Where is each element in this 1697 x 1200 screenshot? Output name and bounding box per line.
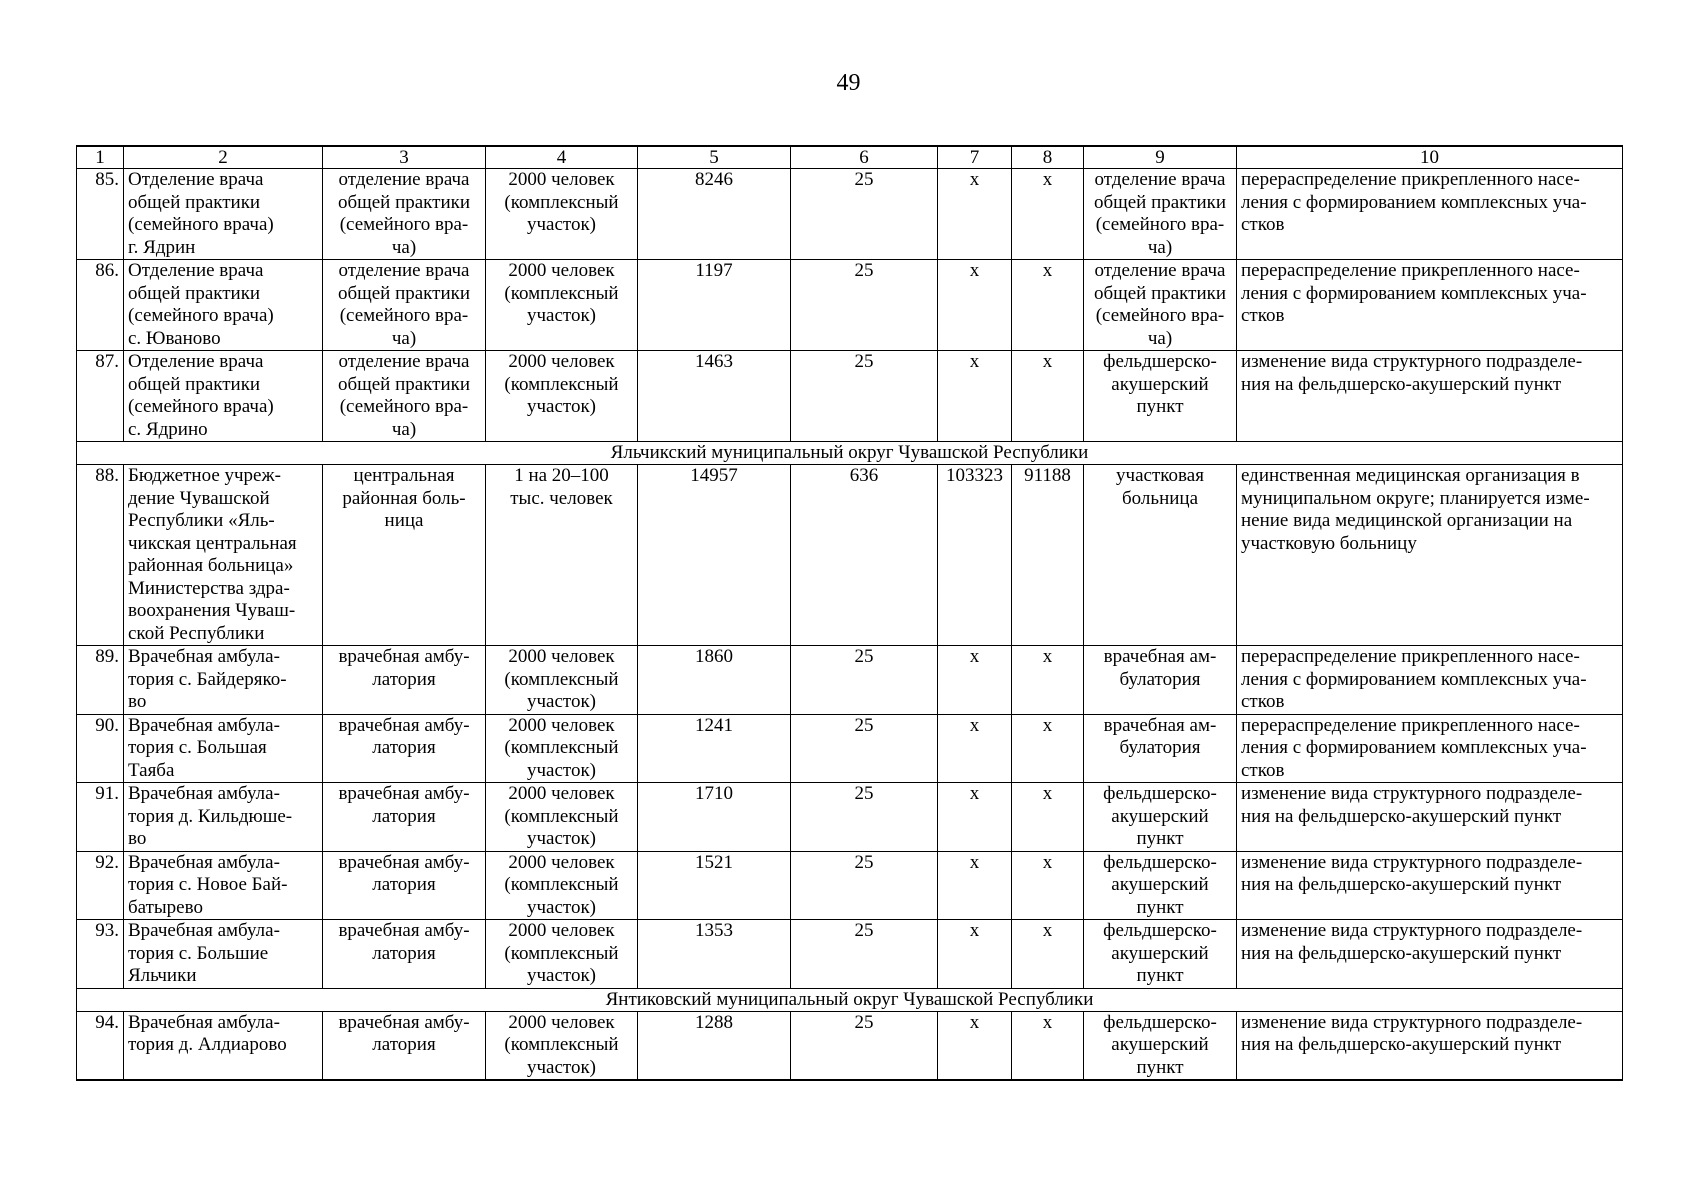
column-header-9: 9 xyxy=(1084,146,1237,169)
column-8-value: х xyxy=(1012,169,1084,260)
facilities-table xyxy=(76,145,1623,1081)
row-number: 94. xyxy=(77,1011,124,1080)
column-5-value: 14957 xyxy=(638,465,791,646)
column-8-value: х xyxy=(1012,646,1084,715)
column-6-value: 25 xyxy=(791,169,938,260)
column-6-value: 25 xyxy=(791,351,938,442)
column-6-value: 25 xyxy=(791,783,938,852)
facility-type: центральная районная боль- ница xyxy=(323,465,486,646)
population-norm: 1 на 20–100 тыс. человек xyxy=(486,465,638,646)
facility-type: врачебная амбу- латория xyxy=(323,714,486,783)
section-row xyxy=(77,442,1623,465)
facility-type: отделение врача общей практики (семейного вра- ча) xyxy=(323,351,486,442)
table-row xyxy=(77,351,1623,442)
page-number: 49 xyxy=(836,70,861,96)
column-5-value: 1521 xyxy=(638,851,791,920)
facility-type: врачебная амбу- латория xyxy=(323,783,486,852)
row-number: 90. xyxy=(77,714,124,783)
target-type: фельдшерско- акушерский пункт xyxy=(1084,351,1237,442)
facility-name: Отделение врача общей практики (семейного врача) с. Юваново xyxy=(124,260,323,351)
note: перераспределение прикрепленного насе- ления с формированием комплексных уча- стков xyxy=(1237,646,1623,715)
table-row xyxy=(77,465,1623,646)
row-number: 88. xyxy=(77,465,124,646)
column-8-value: х xyxy=(1012,260,1084,351)
facility-name: Врачебная амбула- тория д. Кильдюше- во xyxy=(124,783,323,852)
note: изменение вида структурного подразделе- ния на фельдшерско-акушерский пункт xyxy=(1237,351,1623,442)
note: изменение вида структурного подразделе- ния на фельдшерско-акушерский пункт xyxy=(1237,920,1623,989)
population-norm: 2000 человек (комплексный участок) xyxy=(486,1011,638,1080)
table-row xyxy=(77,169,1623,260)
column-6-value: 25 xyxy=(791,646,938,715)
column-7-value: х xyxy=(938,851,1012,920)
population-norm: 2000 человек (комплексный участок) xyxy=(486,646,638,715)
column-7-value: х xyxy=(938,351,1012,442)
table-body xyxy=(77,169,1623,1081)
column-5-value: 1288 xyxy=(638,1011,791,1080)
table-header xyxy=(77,146,1623,169)
population-norm: 2000 человек (комплексный участок) xyxy=(486,851,638,920)
column-8-value: х xyxy=(1012,351,1084,442)
column-header-6: 6 xyxy=(791,146,938,169)
column-8-value: х xyxy=(1012,783,1084,852)
note: перераспределение прикрепленного насе- ления с формированием комплексных уча- стков xyxy=(1237,169,1623,260)
column-6-value: 25 xyxy=(791,851,938,920)
population-norm: 2000 человек (комплексный участок) xyxy=(486,260,638,351)
column-5-value: 1197 xyxy=(638,260,791,351)
column-6-value: 25 xyxy=(791,714,938,783)
population-norm: 2000 человек (комплексный участок) xyxy=(486,783,638,852)
column-header-2: 2 xyxy=(124,146,323,169)
column-7-value: х xyxy=(938,920,1012,989)
facility-name: Отделение врача общей практики (семейного врача) г. Ядрин xyxy=(124,169,323,260)
column-5-value: 8246 xyxy=(638,169,791,260)
column-6-value: 25 xyxy=(791,1011,938,1080)
row-number: 86. xyxy=(77,260,124,351)
row-number: 87. xyxy=(77,351,124,442)
column-6-value: 25 xyxy=(791,260,938,351)
column-header-1: 1 xyxy=(77,146,124,169)
facility-name: Отделение врача общей практики (семейного врача) с. Ядрино xyxy=(124,351,323,442)
facility-type: врачебная амбу- латория xyxy=(323,920,486,989)
column-header-5: 5 xyxy=(638,146,791,169)
note: изменение вида структурного подразделе- ния на фельдшерско-акушерский пункт xyxy=(1237,1011,1623,1080)
column-8-value: х xyxy=(1012,851,1084,920)
column-5-value: 1241 xyxy=(638,714,791,783)
section-title: Яльчикский муниципальный округ Чувашской Республики xyxy=(77,442,1623,465)
column-header-4: 4 xyxy=(486,146,638,169)
column-header-8: 8 xyxy=(1012,146,1084,169)
column-8-value: х xyxy=(1012,920,1084,989)
facility-name: Врачебная амбула- тория с. Новое Бай- батырево xyxy=(124,851,323,920)
column-6-value: 636 xyxy=(791,465,938,646)
table-row xyxy=(77,646,1623,715)
facility-type: отделение врача общей практики (семейного вра- ча) xyxy=(323,169,486,260)
column-7-value: х xyxy=(938,260,1012,351)
note: изменение вида структурного подразделе- ния на фельдшерско-акушерский пункт xyxy=(1237,851,1623,920)
column-header-7: 7 xyxy=(938,146,1012,169)
target-type: врачебная ам- булатория xyxy=(1084,646,1237,715)
table-row xyxy=(77,260,1623,351)
row-number: 91. xyxy=(77,783,124,852)
facility-name: Врачебная амбула- тория с. Большая Таяба xyxy=(124,714,323,783)
column-5-value: 1860 xyxy=(638,646,791,715)
population-norm: 2000 человек (комплексный участок) xyxy=(486,714,638,783)
facility-type: врачебная амбу- латория xyxy=(323,646,486,715)
row-number: 85. xyxy=(77,169,124,260)
target-type: отделение врача общей практики (семейного вра- ча) xyxy=(1084,260,1237,351)
facility-name: Бюджетное учреж- дение Чувашской Республики «Яль- чикская центральная районная больница» Министерства здра- воохранения Чуваш- ской Республики xyxy=(124,465,323,646)
column-7-value: х xyxy=(938,783,1012,852)
facility-name: Врачебная амбула- тория д. Алдиарово xyxy=(124,1011,323,1080)
column-5-value: 1463 xyxy=(638,351,791,442)
target-type: врачебная ам- булатория xyxy=(1084,714,1237,783)
column-header-10: 10 xyxy=(1237,146,1623,169)
facility-type: врачебная амбу- латория xyxy=(323,851,486,920)
column-8-value: х xyxy=(1012,714,1084,783)
column-8-value: 91188 xyxy=(1012,465,1084,646)
column-8-value: х xyxy=(1012,1011,1084,1080)
column-5-value: 1710 xyxy=(638,783,791,852)
table-row xyxy=(77,783,1623,852)
target-type: фельдшерско- акушерский пункт xyxy=(1084,783,1237,852)
facility-type: врачебная амбу- латория xyxy=(323,1011,486,1080)
population-norm: 2000 человек (комплексный участок) xyxy=(486,169,638,260)
column-7-value: х xyxy=(938,1011,1012,1080)
column-header-3: 3 xyxy=(323,146,486,169)
note: единственная медицинская организация в муниципальном округе; планируется изме- нение вида медицинской организации на участковую больницу xyxy=(1237,465,1623,646)
population-norm: 2000 человек (комплексный участок) xyxy=(486,351,638,442)
facility-name: Врачебная амбула- тория с. Большие Яльчики xyxy=(124,920,323,989)
row-number: 89. xyxy=(77,646,124,715)
column-7-value: х xyxy=(938,169,1012,260)
note: перераспределение прикрепленного насе- ления с формированием комплексных уча- стков xyxy=(1237,260,1623,351)
column-7-value: 103323 xyxy=(938,465,1012,646)
table-row xyxy=(77,851,1623,920)
column-7-value: х xyxy=(938,646,1012,715)
note: перераспределение прикрепленного насе- ления с формированием комплексных уча- стков xyxy=(1237,714,1623,783)
row-number: 92. xyxy=(77,851,124,920)
column-5-value: 1353 xyxy=(638,920,791,989)
section-row xyxy=(77,988,1623,1011)
target-type: отделение врача общей практики (семейного вра- ча) xyxy=(1084,169,1237,260)
facility-name: Врачебная амбула- тория с. Байдеряко- во xyxy=(124,646,323,715)
facility-type: отделение врача общей практики (семейного вра- ча) xyxy=(323,260,486,351)
column-7-value: х xyxy=(938,714,1012,783)
population-norm: 2000 человек (комплексный участок) xyxy=(486,920,638,989)
target-type: фельдшерско- акушерский пункт xyxy=(1084,1011,1237,1080)
section-title: Янтиковский муниципальный округ Чувашской Республики xyxy=(77,988,1623,1011)
table-row xyxy=(77,920,1623,989)
target-type: фельдшерско- акушерский пункт xyxy=(1084,920,1237,989)
row-number: 93. xyxy=(77,920,124,989)
table-row xyxy=(77,1011,1623,1080)
target-type: фельдшерско- акушерский пункт xyxy=(1084,851,1237,920)
column-6-value: 25 xyxy=(791,920,938,989)
note: изменение вида структурного подразделе- ния на фельдшерско-акушерский пункт xyxy=(1237,783,1623,852)
table-row xyxy=(77,714,1623,783)
target-type: участковая больница xyxy=(1084,465,1237,646)
